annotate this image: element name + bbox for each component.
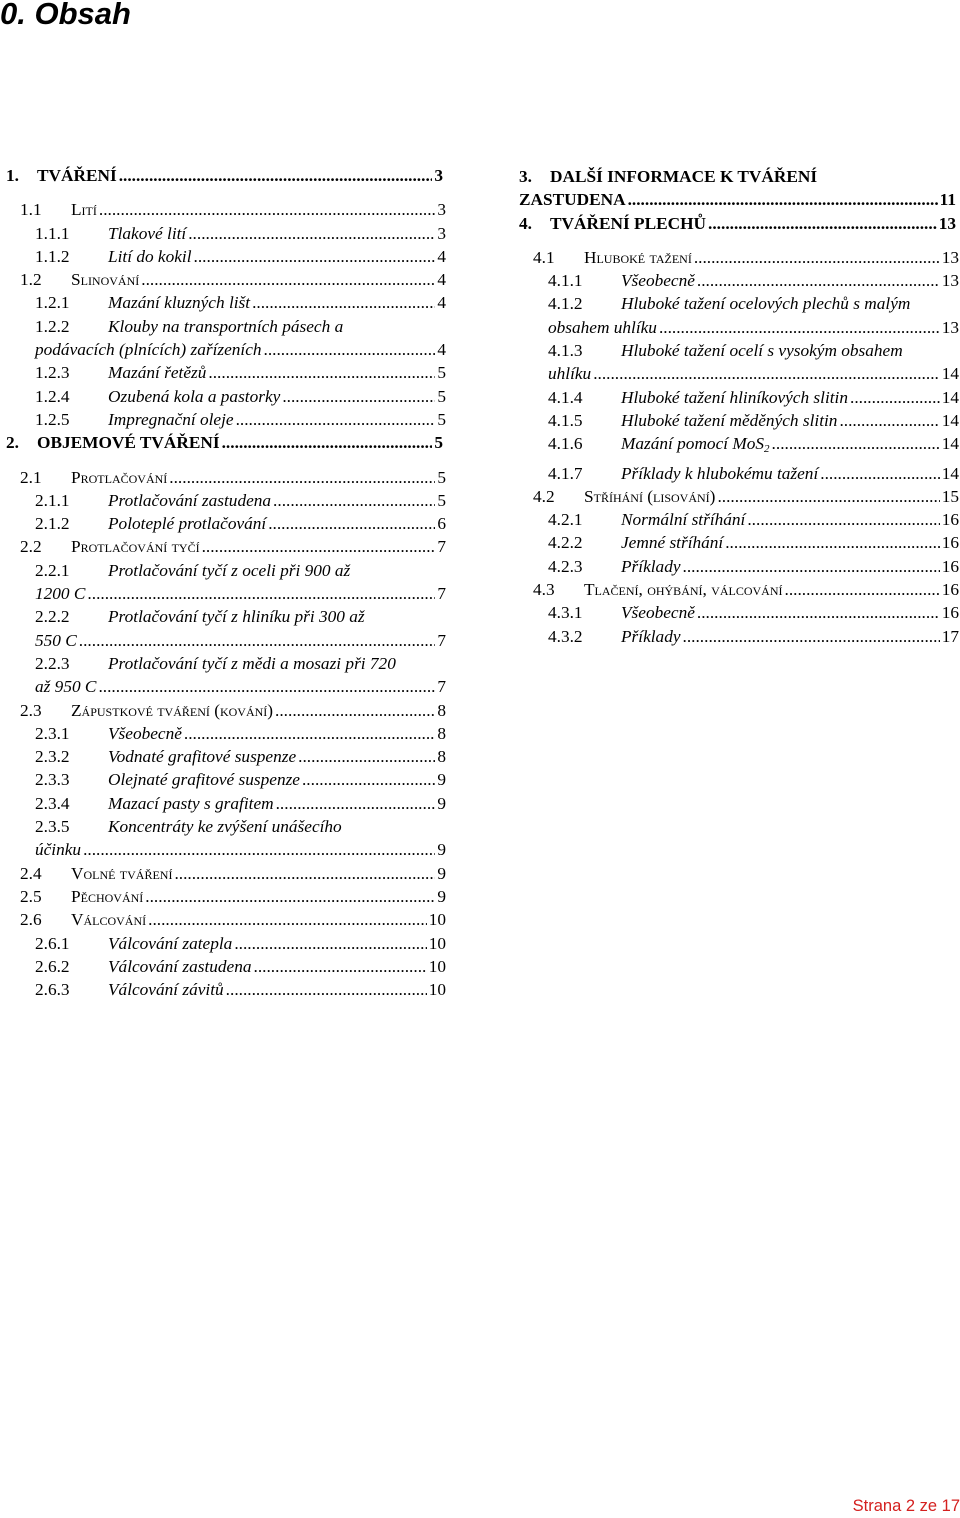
dot-leader [264, 338, 436, 361]
toc-entry-title: Všeobecně [621, 603, 695, 623]
toc-entry-title: Lití [71, 200, 97, 220]
toc-entry-number: 4.3 [533, 580, 555, 600]
toc-entry[interactable] [0, 535, 446, 558]
toc-entry[interactable] [0, 315, 446, 362]
toc-entry[interactable] [0, 932, 446, 955]
dot-leader [708, 212, 937, 235]
toc-entry[interactable] [0, 559, 446, 606]
toc-entry-number: 4.1.5 [548, 410, 583, 430]
toc-entry-page: 3 [434, 166, 443, 185]
toc-entry-number: 2.3.2 [35, 747, 70, 767]
toc-entry-page: 9 [437, 793, 446, 813]
toc-entry-page: 8 [437, 723, 446, 743]
toc-entry-number: 2.3.1 [35, 723, 70, 743]
dot-leader [194, 245, 436, 268]
toc-entry-page: 10 [428, 980, 446, 1000]
dot-leader [683, 555, 940, 578]
dot-leader [141, 268, 435, 291]
toc-entry-number: 1.2.2 [35, 316, 70, 336]
toc-entry-page: 5 [437, 386, 446, 406]
toc-entry[interactable] [0, 222, 446, 245]
toc-entry-page: 13 [941, 317, 959, 337]
toc-entry-title: Ozubená kola a pastorky [108, 386, 281, 406]
dot-leader [268, 512, 435, 535]
toc-entry-page: 14 [941, 463, 959, 483]
toc-entry[interactable] [513, 165, 959, 212]
toc-entry-page: 8 [437, 747, 446, 767]
toc-entry-title: Protlačování [71, 467, 168, 487]
toc-entry-number: 2.1.2 [35, 514, 70, 534]
dot-leader [98, 675, 435, 698]
toc-entry-number: 2.2.1 [35, 560, 70, 580]
toc-entry-number: 2.6.2 [35, 956, 70, 976]
toc-entry-title-continuation: obsahem uhlíku [548, 317, 657, 337]
toc-entry[interactable] [0, 466, 446, 489]
toc-entry-number: 4.1.4 [548, 387, 583, 407]
toc-entry-number: 4.1.2 [548, 294, 583, 314]
dot-leader [276, 792, 436, 815]
toc-entry[interactable] [0, 408, 446, 431]
toc-entry[interactable] [513, 508, 959, 531]
toc-entry-page: 5 [437, 467, 446, 487]
toc-entry-page: 17 [941, 626, 959, 646]
dot-leader [850, 386, 940, 409]
page-title: 0. Obsah [0, 0, 131, 31]
toc-entry-page: 9 [437, 886, 446, 906]
toc-entry-number: 4.1.6 [548, 434, 583, 454]
toc-entry-title: Mazání pomocí MoS [621, 434, 765, 454]
toc-entry-title: Mazací pasty s grafitem [108, 793, 274, 813]
toc-entry-title: Slinování [71, 270, 140, 290]
toc-entry[interactable] [0, 768, 446, 791]
toc-entry[interactable] [0, 652, 446, 699]
toc-entry[interactable] [0, 605, 446, 652]
dot-leader [148, 908, 427, 931]
toc-entry[interactable] [0, 245, 446, 268]
dot-leader [208, 361, 435, 384]
toc-entry[interactable] [0, 978, 446, 1001]
dot-leader [273, 489, 435, 512]
dot-leader [202, 535, 436, 558]
dot-leader [234, 932, 426, 955]
toc-entry-page: 14 [941, 387, 959, 407]
toc-entry-title: Všeobecně [621, 271, 695, 291]
toc-entry-page: 10 [428, 910, 446, 930]
toc-entry-number: 2. [6, 433, 19, 453]
toc-entry-page: 15 [941, 486, 959, 506]
toc-entry-page: 6 [437, 514, 446, 534]
toc-entry-title: Válcování zastudena [108, 956, 252, 976]
toc-entry-title: Hluboké tažení ocelových plechů s malým [621, 294, 911, 314]
toc-entry[interactable] [0, 361, 446, 384]
toc-entry-number: 1.2.3 [35, 363, 70, 383]
toc-entry[interactable] [513, 601, 959, 624]
dot-leader [697, 601, 940, 624]
dot-leader [785, 578, 940, 601]
toc-entry-page: 13 [941, 247, 959, 267]
toc-entry-page: 16 [941, 533, 959, 553]
toc-entry-page: 14 [941, 364, 959, 384]
toc-entry[interactable] [0, 198, 446, 221]
toc-entry-title: Hluboké tažení měděných slitin [621, 410, 838, 430]
toc-entry[interactable] [0, 431, 446, 454]
toc-entry-number: 2.3.5 [35, 817, 70, 837]
toc-entry[interactable] [0, 908, 446, 931]
toc-entry-number: 4.3.1 [548, 603, 583, 623]
toc-entry-page: 5 [437, 490, 446, 510]
toc-entry-page: 5 [437, 363, 446, 383]
dot-leader [839, 409, 939, 432]
toc-entry-title: Poloteplé protlačování [108, 514, 267, 534]
toc-entry[interactable] [513, 432, 959, 461]
toc-entry[interactable] [0, 489, 446, 512]
toc-entry-title: Válcování závitů [108, 980, 224, 1000]
toc-entry-number: 2.3.3 [35, 770, 70, 790]
toc-entry[interactable] [513, 212, 959, 235]
toc-entry-title: Stříhání (lisování) [584, 486, 716, 506]
toc-entry-title: Tlačení, ohýbání, válcování [584, 580, 783, 600]
toc-entry[interactable] [513, 269, 959, 292]
toc-entry-title: Normální stříhání [621, 510, 746, 530]
toc-entry-title: Mazání řetězů [108, 363, 207, 383]
toc-entry-page: 9 [437, 863, 446, 883]
toc-entry-number: 2.6.1 [35, 933, 70, 953]
toc-entry-page: 4 [437, 246, 446, 266]
dot-leader [169, 466, 435, 489]
dot-leader [593, 362, 940, 385]
dot-leader [747, 508, 939, 531]
toc-entry-page: 7 [437, 584, 446, 604]
toc-entry-title: Všeobecně [108, 723, 182, 743]
toc-entry-number: 2.2 [20, 537, 42, 557]
dot-leader [302, 768, 435, 791]
dot-leader [628, 188, 938, 211]
toc-entry-page: 7 [437, 677, 446, 697]
toc-entry-page: 16 [941, 580, 959, 600]
dot-leader [188, 222, 435, 245]
toc-entry-number: 4.2.2 [548, 533, 583, 553]
toc-entry-number: 2.5 [20, 886, 42, 906]
toc-entry-page: 11 [939, 190, 956, 210]
toc-entry-number: 4.1 [533, 247, 555, 267]
toc-entry-title-continuation: 1200 C [35, 584, 86, 604]
toc-entry-title: Protlačování tyčí z oceli při 900 až [108, 560, 351, 580]
toc-entry[interactable] [0, 885, 446, 908]
toc-entry[interactable] [513, 485, 959, 508]
toc-entry-title: Mazání kluzných lišt [108, 293, 251, 313]
dot-leader [226, 978, 427, 1001]
toc-entry-number: 4.3.2 [548, 626, 583, 646]
toc-entry-number: 4.2 [533, 486, 555, 506]
toc-entry-page: 3 [437, 223, 446, 243]
toc-entry[interactable] [0, 722, 446, 745]
toc-entry-title: Hluboké tažení [584, 247, 692, 267]
dot-leader [222, 431, 433, 454]
toc-entry-number: 2.3.4 [35, 793, 70, 813]
toc-entry-number: 2.6.3 [35, 980, 70, 1000]
toc-entry[interactable] [0, 385, 446, 408]
toc-entry-page: 9 [437, 770, 446, 790]
dot-leader [236, 408, 436, 431]
toc-entry-number: 4.1.7 [548, 463, 583, 483]
dot-leader [119, 164, 433, 187]
toc-entry-number: 1.1 [20, 200, 42, 220]
dot-leader [659, 316, 940, 339]
dot-leader [184, 722, 435, 745]
toc-entry[interactable] [513, 531, 959, 554]
toc-entry-number: 2.3 [20, 700, 42, 720]
toc-entry-page: 16 [941, 510, 959, 530]
toc-entry[interactable] [0, 268, 446, 291]
toc-entry-number: 4. [519, 213, 532, 233]
dot-leader [83, 838, 435, 861]
toc-entry-title: Koncentráty ke zvýšení unášecího [108, 817, 342, 837]
toc-entry-page: 9 [437, 840, 446, 860]
toc-entry-number: 1.1.1 [35, 223, 70, 243]
toc-entry-number: 2.2.3 [35, 653, 70, 673]
toc-entry-page: 5 [434, 433, 443, 453]
toc-entry-number: 1.2.4 [35, 386, 70, 406]
toc-entry-title: Jemné stříhání [621, 533, 724, 553]
toc-entry-number: 2.1.1 [35, 490, 70, 510]
toc-entry[interactable] [0, 955, 446, 978]
toc-entry-title: Lití do kokil [108, 246, 192, 266]
dot-leader [282, 385, 435, 408]
toc-entry-title: Příklady [621, 556, 681, 576]
dot-leader [145, 885, 435, 908]
toc-entry[interactable] [0, 745, 446, 768]
dot-leader [683, 625, 940, 648]
toc-entry-number: 4.1.1 [548, 271, 583, 291]
toc-entry-page: 4 [437, 340, 446, 360]
toc-entry-title: Zápustkové tváření (kování) [71, 700, 274, 720]
dot-leader [772, 432, 940, 455]
toc-entry-page: 14 [941, 434, 959, 454]
toc-entry-title: Pěchování [71, 886, 144, 906]
toc-entry-page: 4 [437, 293, 446, 313]
toc-entry-title: Příklady [621, 626, 681, 646]
toc-entry-title: OBJEMOVÉ TVÁŘENÍ [37, 433, 220, 453]
toc-entry[interactable] [0, 862, 446, 885]
toc-entry-title: Olejnaté grafitové suspenze [108, 770, 300, 790]
dot-leader [252, 291, 435, 314]
toc-entry-page: 4 [437, 270, 446, 290]
toc-entry[interactable] [0, 291, 446, 314]
toc-entry[interactable] [513, 555, 959, 578]
toc-entry-number: 2.2.2 [35, 607, 70, 627]
dot-leader [717, 485, 939, 508]
toc-entry-page: 5 [437, 409, 446, 429]
dot-leader [697, 269, 940, 292]
toc-entry-page: 16 [941, 603, 959, 623]
toc-entry[interactable] [513, 578, 959, 601]
toc-left-column [0, 164, 446, 1001]
toc-entry[interactable] [513, 409, 959, 432]
toc-entry[interactable] [513, 386, 959, 409]
toc-entry-title: Protlačování tyčí z mědi a mosazi při 720 [108, 653, 396, 673]
toc-right-column [513, 165, 959, 648]
toc-entry-number: 1.2.5 [35, 409, 70, 429]
toc-entry-title-continuation: podávacích (plnících) zařízeních [35, 340, 262, 360]
toc-entry-number: 1.2 [20, 270, 42, 290]
dot-leader [87, 582, 435, 605]
toc-entry[interactable] [0, 164, 446, 187]
toc-entry[interactable] [513, 339, 959, 386]
toc-entry-page: 14 [941, 410, 959, 430]
toc-entry-page: 13 [938, 213, 956, 233]
toc-entry-page: 10 [428, 956, 446, 976]
toc-entry[interactable] [513, 292, 959, 339]
dot-leader [174, 862, 435, 885]
toc-entry-title-continuation: až 950 C [35, 677, 97, 697]
toc-entry[interactable] [513, 246, 959, 269]
toc-entry-title: TVÁŘENÍ [37, 166, 117, 185]
toc-entry-number: 4.1.3 [548, 341, 583, 361]
toc-entry-title: Impregnační oleje [108, 409, 234, 429]
toc-entry[interactable] [0, 512, 446, 535]
toc-entry-title-continuation: uhlíku [548, 364, 592, 384]
toc-entry-title: Hluboké tažení hliníkových slitin [621, 387, 849, 407]
toc-entry-number: 4.2.1 [548, 510, 583, 530]
toc-entry-page: 3 [437, 200, 446, 220]
toc-entry-number: 3. [519, 167, 532, 186]
dot-leader [254, 955, 427, 978]
toc-entry-title: Volné tváření [71, 863, 173, 883]
toc-entry[interactable] [0, 792, 446, 815]
dot-leader [298, 745, 435, 768]
toc-entry-title: TVÁŘENÍ PLECHŮ [550, 213, 707, 233]
toc-entry-subscript: 2 [764, 443, 770, 456]
toc-entry-page: 13 [941, 271, 959, 291]
toc-entry-title-continuation: účinku [35, 840, 82, 860]
toc-entry-page: 8 [437, 700, 446, 720]
toc-entry-number: 1. [6, 166, 19, 185]
toc-entry-title: Protlačování zastudena [108, 490, 272, 510]
toc-entry-title: Tlakové lití [108, 223, 187, 243]
toc-entry-page: 16 [941, 556, 959, 576]
toc-entry-title: Válcování zatepla [108, 933, 233, 953]
toc-entry-number: 2.1 [20, 467, 42, 487]
toc-entry[interactable] [513, 462, 959, 485]
toc-entry-number: 1.2.1 [35, 293, 70, 313]
dot-leader [820, 462, 939, 485]
toc-entry-title: DALŠÍ INFORMACE K TVÁŘENÍ [550, 167, 818, 186]
dot-leader [275, 699, 435, 722]
dot-leader [99, 198, 435, 221]
toc-entry-title: Válcování [71, 910, 147, 930]
toc-entry-number: 2.6 [20, 910, 42, 930]
toc-entry[interactable] [0, 815, 446, 862]
toc-entry-title: Protlačování tyčí z hliníku při 300 až [108, 607, 365, 627]
toc-entry-title: Protlačování tyčí [71, 537, 200, 557]
toc-entry[interactable] [513, 625, 959, 648]
toc-entry-page: 7 [437, 537, 446, 557]
toc-entry-title-continuation: ZASTUDENA [519, 190, 626, 210]
toc-entry-number: 4.2.3 [548, 556, 583, 576]
toc-entry-page: 10 [428, 933, 446, 953]
toc-entry-title: Příklady k hlubokému tažení [621, 463, 819, 483]
toc-entry-title: Vodnaté grafitové suspenze [108, 747, 297, 767]
toc-entry-title-continuation: 550 C [35, 630, 77, 650]
dot-leader [79, 629, 436, 652]
dot-leader [694, 246, 940, 269]
dot-leader [725, 531, 939, 554]
toc-entry-title: Hluboké tažení ocelí s vysokým obsahem [621, 341, 903, 361]
page-number-footer: Strana 2 ze 17 [852, 1497, 960, 1515]
toc-entry-page: 7 [437, 630, 446, 650]
toc-entry[interactable] [0, 699, 446, 722]
toc-entry-title: Klouby na transportních pásech a [108, 316, 344, 336]
toc-entry-number: 2.4 [20, 863, 42, 883]
toc-entry-number: 1.1.2 [35, 246, 70, 266]
